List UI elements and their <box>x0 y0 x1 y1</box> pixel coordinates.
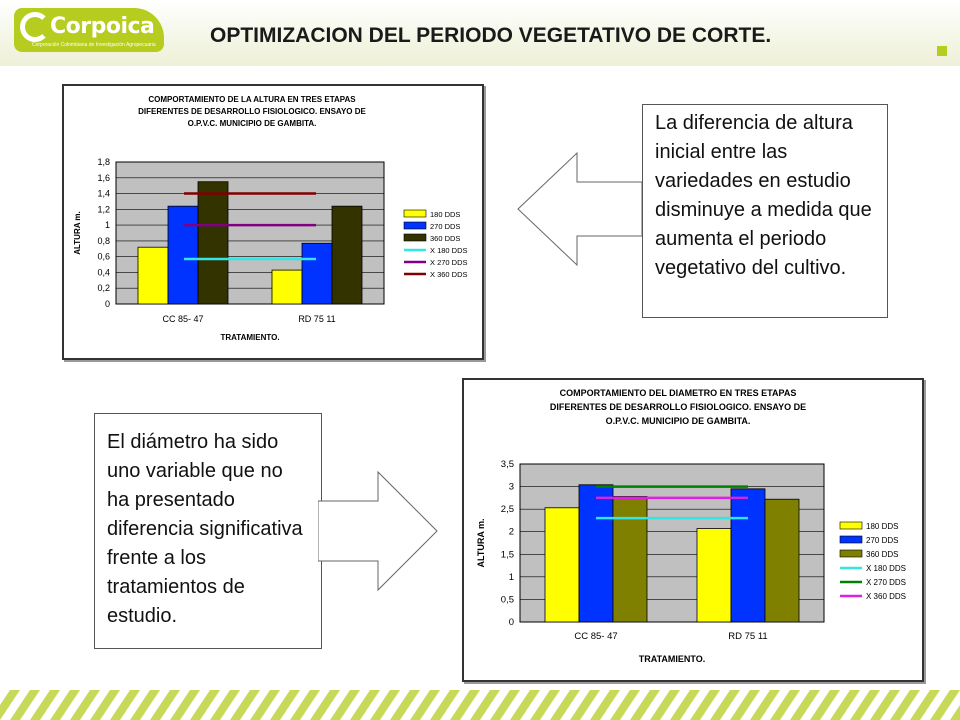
legend-label: X 360 DDS <box>430 270 468 279</box>
bar <box>545 508 579 622</box>
logo-c-icon <box>20 12 50 42</box>
logo-subtitle: Corporación Colombiana de Investigación Agropecuaria <box>32 42 156 48</box>
bar <box>138 247 168 304</box>
height-chart <box>64 86 482 358</box>
x-tick-label: CC 85- 47 <box>574 631 618 642</box>
bar <box>272 270 302 304</box>
y-tick-label: 1,2 <box>97 204 110 215</box>
legend-swatch <box>404 234 426 241</box>
y-axis-label: ALTURA m. <box>476 518 486 568</box>
legend-label: X 270 DDS <box>866 578 907 587</box>
y-tick-label: 1 <box>104 220 110 231</box>
y-tick-label: 2,5 <box>500 504 514 516</box>
legend-swatch <box>404 210 426 217</box>
bar <box>302 243 332 304</box>
legend-label: 270 DDS <box>430 222 461 231</box>
chart-title-line: DIFERENTES DE DESARROLLO FISIOLOGICO. ENSAYO DE <box>549 402 807 412</box>
y-tick-label: 3 <box>508 481 514 493</box>
y-tick-label: 0,4 <box>97 267 110 278</box>
legend-swatch <box>840 522 862 529</box>
legend-label: X 360 DDS <box>866 592 907 601</box>
y-tick-label: 3,5 <box>500 459 514 470</box>
diameter-note: El diámetro ha sido uno variable que no ha presentado diferencia significativa frente a los tratamientos de estudio. <box>94 413 322 649</box>
left-arrow-icon <box>515 150 645 268</box>
chart-title-line: DIFERENTES DE DESARROLLO FISIOLOGICO. ENSAYO DE <box>138 107 366 116</box>
legend-label: 270 DDS <box>866 536 899 545</box>
slide-title: OPTIMIZACION DEL PERIODO VEGETATIVO DE CORTE. <box>210 24 772 47</box>
y-tick-label: 1 <box>508 571 514 583</box>
y-tick-label: 0,5 <box>500 594 514 606</box>
legend-label: 360 DDS <box>430 234 461 243</box>
chart-title-line: COMPORTAMIENTO DE LA ALTURA EN TRES ETAPAS <box>148 95 356 104</box>
legend-label: X 180 DDS <box>430 246 468 255</box>
legend-swatch <box>404 222 426 229</box>
bar <box>198 182 228 304</box>
y-tick-label: 0,2 <box>97 283 110 294</box>
bullet-square-icon <box>937 46 947 56</box>
x-tick-label: CC 85- 47 <box>162 314 204 324</box>
bar <box>579 485 613 622</box>
legend-label: 180 DDS <box>430 210 461 219</box>
y-tick-label: 1,8 <box>97 157 110 167</box>
y-axis-label: ALTURA m. <box>73 211 82 255</box>
legend-swatch <box>840 536 862 543</box>
y-tick-label: 1,6 <box>97 172 110 183</box>
height-note: La diferencia de altura inicial entre las variedades en estudio disminuye a medida que aumenta el periodo vegetativo del cultivo. <box>642 104 888 318</box>
legend-swatch <box>840 550 862 557</box>
chart-title-line: COMPORTAMIENTO DEL DIAMETRO EN TRES ETAPAS <box>559 388 797 398</box>
height-chart-frame <box>62 84 484 360</box>
diameter-chart-frame <box>462 378 924 682</box>
chart-title-line: O.P.V.C. MUNICIPIO DE GAMBITA. <box>605 416 751 426</box>
y-tick-label: 0 <box>104 299 110 309</box>
legend-label: 180 DDS <box>866 522 899 531</box>
y-tick-label: 1,4 <box>97 188 110 199</box>
right-arrow-icon <box>318 469 440 593</box>
diameter-chart <box>464 380 922 680</box>
bar <box>613 497 647 622</box>
corpoica-logo <box>14 8 164 52</box>
bar <box>697 529 731 622</box>
x-tick-label: RD 75 11 <box>298 314 336 324</box>
bar <box>731 489 765 622</box>
logo-text: Corpoica <box>50 14 155 39</box>
y-tick-label: 1,5 <box>500 549 514 561</box>
legend-label: 360 DDS <box>866 550 899 559</box>
bar <box>332 206 362 304</box>
footer-stripes <box>0 690 960 720</box>
y-tick-label: 0,8 <box>97 235 110 246</box>
x-tick-label: RD 75 11 <box>728 631 768 642</box>
y-tick-label: 0 <box>508 617 514 628</box>
y-tick-label: 0,6 <box>97 251 110 262</box>
x-axis-label: TRATAMIENTO. <box>220 333 280 342</box>
bar <box>168 206 198 304</box>
legend-label: X 270 DDS <box>430 258 468 267</box>
legend-label: X 180 DDS <box>866 564 907 573</box>
y-tick-label: 2 <box>508 526 514 538</box>
chart-title-line: O.P.V.C. MUNICIPIO DE GAMBITA. <box>187 119 317 128</box>
bar <box>765 499 799 622</box>
x-axis-label: TRATAMIENTO. <box>638 654 706 664</box>
